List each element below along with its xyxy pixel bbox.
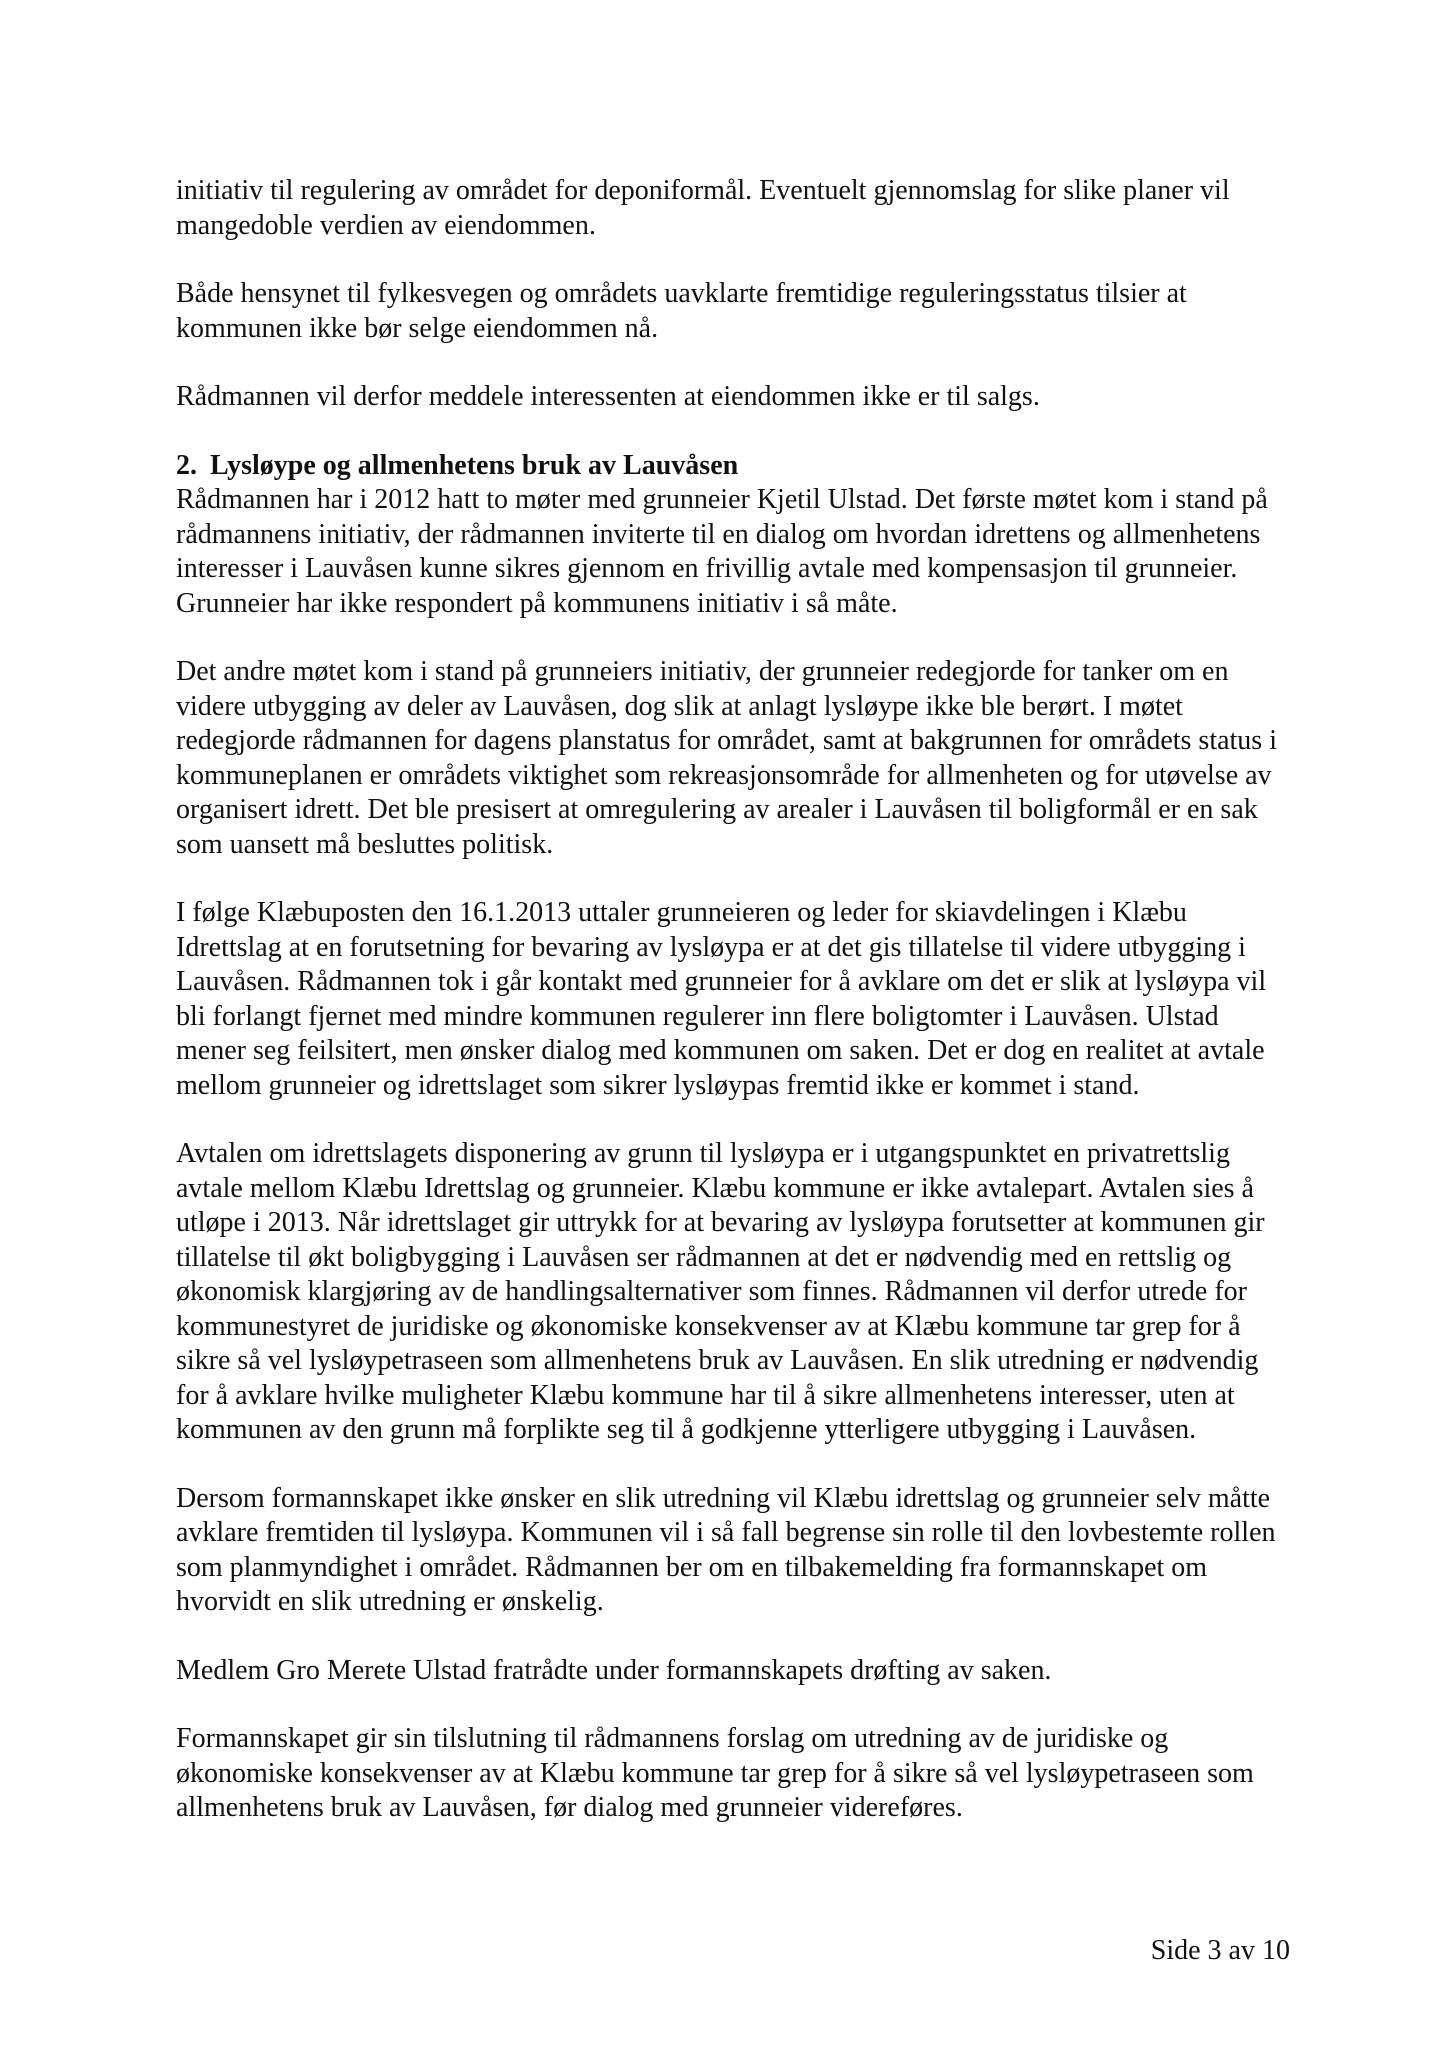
section-title: Lysløype og allmenhetens bruk av Lauvåsen (210, 449, 739, 481)
section-lysloype (176, 449, 1294, 622)
paragraph-alternative: Dersom formannskapet ikke ønsker en slik utredning vil Klæbu idrettslag og grunneier selv måtte avklare fremtiden til lysløypa. Kommunen vil i så fall begrense sin rolle til den lovbestemte rollen som planmyndighet i området. Rådmannen ber om en tilbakemelding fra formannskapet om hvorvidt en slik utredning er ønskelig. (176, 1482, 1276, 1617)
section-number: 2. (176, 449, 197, 481)
document-body (176, 174, 1294, 1826)
paragraph-member-withdrew: Medlem Gro Merete Ulstad fratrådte under formannskapets drøfting av saken. (176, 1654, 1052, 1686)
paragraph-klaebuposten: I følge Klæbuposten den 16.1.2013 uttaler grunneieren og leder for skiavdelingen i Klæbu Idrettslag at en forutsetning for bevaring av lysløypa er at det gis tillatelse til videre utbygging i Lauvåsen. Rådmannen tok i går kontakt med grunneier for å avklare om det er slik at lysløypa vil bli forlangt fjernet med mindre kommunen regulerer inn flere boligtomter i Lauvåsen. Ulstad mener seg feilsitert, men ønsker dialog med kommunen om saken. Det er dog en realitet at avtale mellom grunneier og idrettslaget som sikrer lysløypas fremtid ikke er kommet i stand. (176, 897, 1267, 1101)
paragraph-not-for-sale: Rådmannen vil derfor meddele interessenten at eiendommen ikke er til salgs. (176, 381, 1040, 412)
page-number: Side 3 av 10 (1150, 1935, 1290, 1966)
paragraph-fylkesveg: Både hensynet til fylkesvegen og områdets uavklarte fremtidige reguleringsstatus tilsier at kommunen ikke bør selge eiendommen nå. (176, 278, 1187, 344)
paragraph-deponi: initiativ til regulering av området for deponiformål. Eventuelt gjennomslag for slike planer vil mangedoble verdien av eiendommen. (176, 175, 1230, 241)
paragraph-agreement: Avtalen om idrettslagets disponering av grunn til lysløypa er i utgangspunktet en privatrettslig avtale mellom Klæbu Idrettslag og grunneier. Klæbu kommune er ikke avtalepart. Avtalen sies å utløpe i 2013. Når idrettslaget gir uttrykk for at bevaring av lysløypa forutsetter at kommunen gir tillatelse til økt boligbygging i Lauvåsen ser rådmannen at det er nødvendig med en rettslig og økonomisk klargjøring av de handlingsalternativer som finnes. Rådmannen vil derfor utrede for kommunestyret de juridiske og økonomiske konsekvenser av at Klæbu kommune tar grep for å sikre så vel lysløypetraseen som allmenhetens bruk av Lauvåsen. En slik utredning er nødvendig for å avklare hvilke muligheter Klæbu kommune har til å sikre allmenhetens interesser, uten at kommunen av den grunn må forplikte seg til å godkjenne ytterligere utbygging i Lauvåsen. (176, 1138, 1265, 1445)
section-heading (176, 449, 1294, 484)
paragraph-meetings: Rådmannen har i 2012 hatt to møter med grunneier Kjetil Ulstad. Det første møtet kom i stand på rådmannens initiativ, der rådmannen inviterte til en dialog om hvordan idrettens og allmenhetens interesser i Lauvåsen kunne sikres gjennom en frivillig avtale med kompensasjon til grunneier. Grunneier har ikke respondert på kommunens initiativ i så måte. (176, 484, 1268, 619)
paragraph-second-meeting: Det andre møtet kom i stand på grunneiers initiativ, der grunneier redegjorde for tanker om en videre utbygging av deler av Lauvåsen, dog slik at anlagt lysløype ikke ble berørt. I møtet redegjorde rådmannen for dagens planstatus for området, samt at bakgrunnen for områdets status i kommuneplanen er områdets viktighet som rekreasjonsområde for allmenheten og for utøvelse av organisert idrett. Det ble presisert at omregulering av arealer i Lauvåsen til boligformål er en sak som uansett må besluttes politisk. (176, 656, 1277, 860)
paragraph-decision: Formannskapet gir sin tilslutning til rådmannens forslag om utredning av de juridiske og økonomiske konsekvenser av at Klæbu kommune tar grep for å sikre så vel lysløypetraseen som allmenhetens bruk av Lauvåsen, før dialog med grunneier videreføres. (176, 1723, 1254, 1823)
